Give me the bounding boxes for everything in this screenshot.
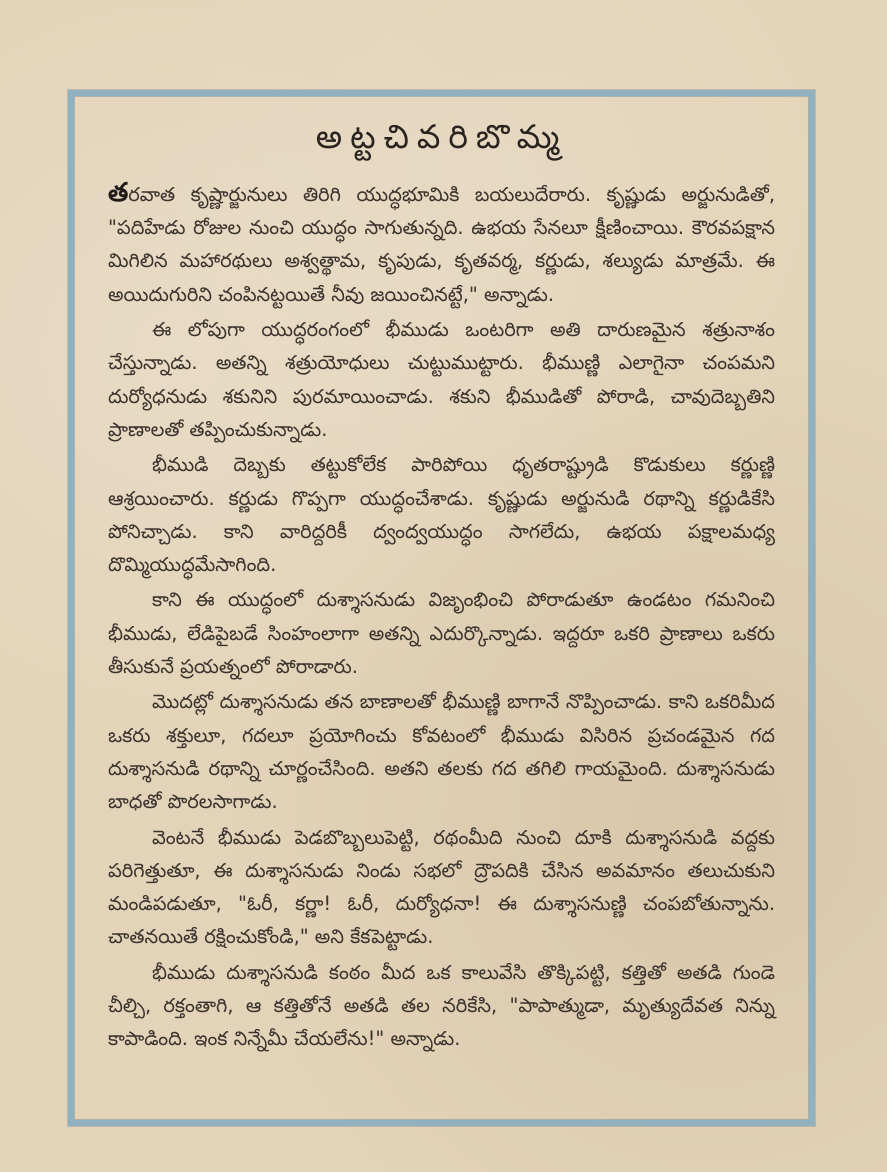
page-title: అట్టచివరిబొమ్మ [315,117,568,156]
paragraph-2: ఈ లోపుగా యుద్ధరంగంలో భీముడు ఒంటరిగా అతి దారుణమైన శత్రునాశం చేస్తున్నాడు. అతన్ని శత్రుయోధులు చుట్టుముట్టారు. భీముణ్ణి ఎలాగైనా చంపమని దుర్యోధనుడు శకునిని పురమాయించాడు. శకుని భీముడితో పోరాడి, చావుదెబ్బతిని ప్రాణాలతో తప్పించుకున్నాడు. [108,318,775,441]
paragraph-6: వెంటనే భీముడు పెడబొబ్బలుపెట్టి, రథంమీది నుంచి దూకి దుశ్శాసనుడి వద్దకు పరిగెత్తుతూ, ఈ దుశ్శాసనుడు నిండు సభలో ద్రౌపదికి చేసిన అవమానం తలుచుకుని మండిపడుతూ, "ఓరీ, కర్ణా! ఓరీ, దుర్యోధనా! ఈ దుశ్శాసనుణ్ణి చంపబోతున్నాను. చాతనయితే రక్షించుకోండి," అని కేకపెట్టాడు. [108,825,775,949]
paragraph-1 [108,177,775,311]
paragraph-7: భీముడు దుశ్శాసనుడి కంఠం మీద ఒక కాలువేసి తొక్కిపట్టి, కత్తితో అతడి గుండె చీల్చి, రక్తంతాగి, ఆ కత్తితోనే అతడి తల నరికేసి, "పాపాత్ముడా, మృత్యుదేవత నిన్ను కాపాడింది. ఇంక నిన్నేమీ చేయలేను!" అన్నాడు. [108,960,775,1051]
page-border [68,90,815,1126]
paragraph-4: కాని ఈ యుద్ధంలో దుశ్శాసనుడు విజృంభించి పోరాడుతూ ఉండటం గమనించి భీముడు, లేడిపైబడే సింహంలాగా అతన్ని ఎదుర్కొన్నాడు. ఇద్దరూ ఒకరి ప్రాణాలు ఒకరు తీసుకునే ప్రయత్నంలో పోరాడారు. [108,588,775,679]
paragraph-3: భీముడి దెబ్బకు తట్టుకోలేక పారిపోయి ధృతరాష్ట్రుడి కొడుకులు కర్ణుణ్ణి ఆశ్రయించారు. కర్ణుడు గొప్పగా యుద్ధంచేశాడు. కృష్ణుడు అర్జునుడి రథాన్ని కర్ణుడికేసి పోనిచ్చాడు. కాని వారిద్దరికీ ద్వంద్వయుద్ధం సాగలేదు, ఉభయ పక్షాలమధ్య దొమ్మియుద్ధమేసాగింది. [108,453,775,577]
paragraph-5: మొదట్లో దుశ్శాసనుడు తన బాణాలతో భీముణ్ణి బాగానే నొప్పించాడు. కాని ఒకరిమీద ఒకరు శక్తులూ, గదలూ ప్రయోగించు కోవటంలో భీముడు విసిరిన ప్రచండమైన గద దుశ్శాసనుడి రథాన్ని చూర్ణంచేసింది. అతని తలకు గద తగిలి గాయమైంది. దుశ్శాసనుడు బాధతో పొరలసాగాడు. [108,690,775,814]
paragraph-1-text: రవాత కృష్ణార్జునులు తిరిగి యుద్ధభూమికి బయలుదేరారు. కృష్ణుడు అర్జునుడితో, "పదిహేడు రోజుల నుంచి యుద్ధం సాగుతున్నది. ఉభయ సేనలూ క్షీణించాయి. కౌరవపక్షాన మిగిలిన మహారథులు అశ్వత్థామ, కృపుడు, కృతవర్మ, కర్ణుడు, శల్యుడు మాత్రమే. ఈ అయిదుగురిని చంపినట్టయితే నీవు జయించినట్టే," అన్నాడు. [108,182,775,306]
page-content [108,116,775,1058]
drop-cap: త [108,177,129,208]
